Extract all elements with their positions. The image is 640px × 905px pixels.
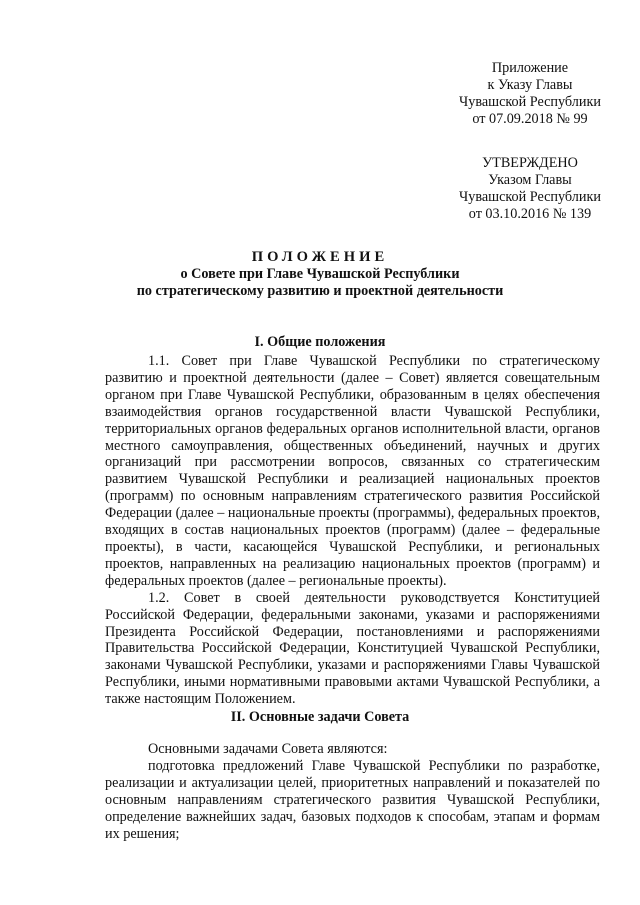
approval-line: Указом Главы [488,171,572,188]
section-body [105,741,600,842]
document-subtitle: о Совете при Главе Чувашской Республики [180,265,460,282]
section-heading: II. Основные задачи Совета [230,709,410,725]
paragraph: Основными задачами Совета являются: [148,741,388,757]
document-subtitle: по стратегическому развитию и проектной деятельности [136,282,504,299]
section-heading: I. Общие положения [254,334,386,350]
paragraph: 1.2. Совет в своей деятельности руководствуется Конституцией Российской Федерации, федеральными законами, указами и распоряжениями Президента Российской Федерации, постановлениями и распоряжениями Правительства Российской Федерации, Конституцией Чувашской Республики, законами Чувашской Республики, указами и распоряжениями Главы Чувашской Республики, иными нормативными правовыми актами Чувашской Республики, а также настоящим Положением. [105,589,600,708]
approval-block [440,155,620,223]
paragraph: подготовка предложений Главе Чувашской Республики по разработке, реализации и актуализации целей, приоритетных направлений и показателей по основным направлениям стратегического развития Чувашской Республики, определение важнейших задач, базовых подходов к способам, этапам и формам их решения; [105,757,600,842]
appendix-block [440,60,620,128]
appendix-line: к Указу Главы [487,76,573,93]
appendix-line: Чувашской Республики [459,93,601,110]
paragraph: 1.1. Совет при Главе Чувашской Республики по стратегическому развитию и проектной деятельности (далее – Совет) является совещательным органом при Главе Чувашской Республики, образованным в целях обеспечения взаимодействия органов государственной власти Чувашской Республики, территориальных органов федеральных органов исполнительной власти, органов местного самоуправления, общественных объединений, научных и других организаций при рассмотрении вопросов, связанных со стратегическим развитием Чувашской Республики и реализацией национальных проектов (программ) по основным направлениям стратегического развития Российской Федерации (далее – национальные проекты (программы), федеральных проектов, входящих в состав национальных проектов (программ) (далее – федеральные проекты), в части, касающейся Чувашской Республики, и региональных проектов, направленных на реализацию национальных проектов (программ) и федеральных проектов (далее – региональные проекты). [105,353,600,589]
section-body [105,353,600,708]
document-title-block [60,249,580,300]
appendix-line: Приложение [491,60,569,76]
document-title: ПОЛОЖЕНИЕ [251,249,389,265]
appendix-line: от 07.09.2018 № 99 [472,110,588,127]
approval-line: от 03.10.2016 № 139 [468,205,592,222]
approval-line: Чувашской Республики [459,188,601,205]
approval-line: УТВЕРЖДЕНО [482,155,578,171]
